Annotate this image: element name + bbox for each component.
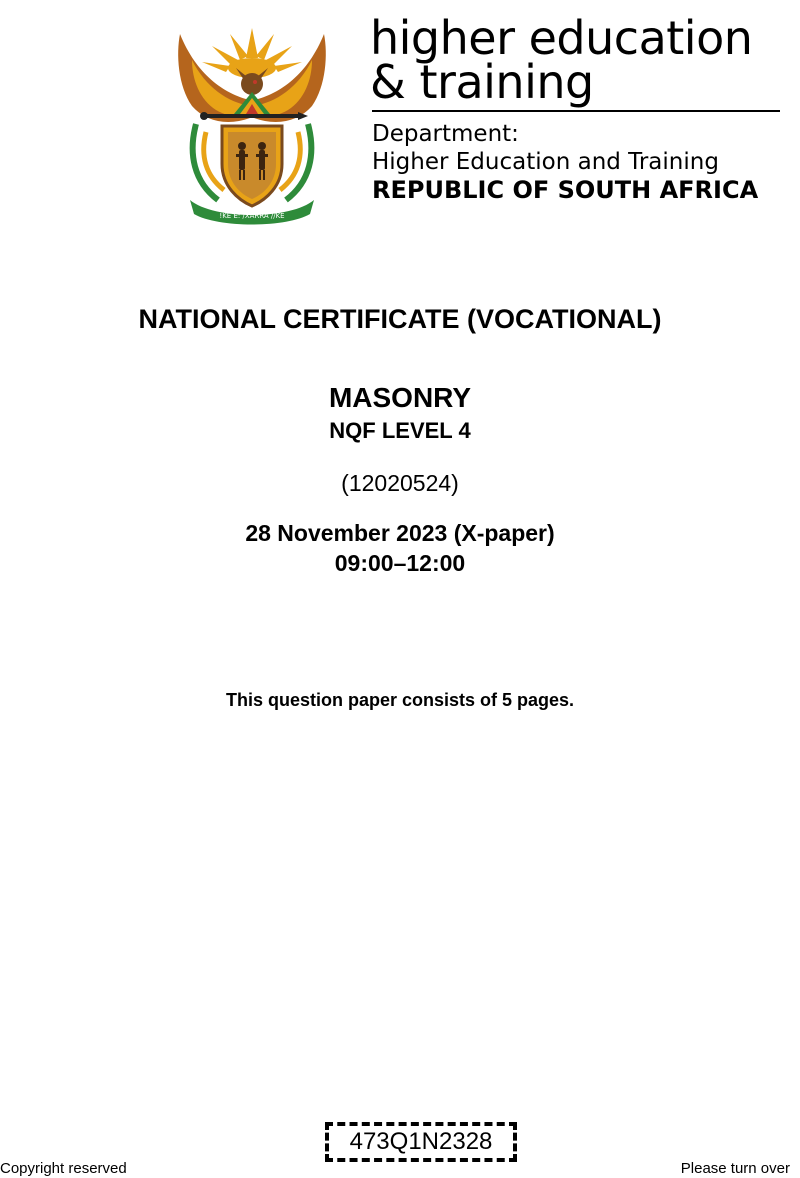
subject-code: (12020524) (341, 470, 459, 496)
copyright-notice: Copyright reserved (0, 1160, 127, 1177)
country-name: REPUBLIC OF SOUTH AFRICA (372, 176, 759, 204)
nqf-level: NQF LEVEL 4 (329, 418, 471, 443)
coat-of-arms-logo (166, 14, 338, 226)
subject-title: MASONRY (328, 382, 472, 413)
turn-over-notice: Please turn over (680, 1160, 790, 1177)
motto-text: !KE E: /XARRA //KE (219, 212, 285, 220)
exam-time: 09:00–12:00 (334, 550, 466, 576)
department-name: Higher Education and Training (372, 149, 719, 175)
certificate-title: NATIONAL CERTIFICATE (VOCATIONAL) (138, 304, 662, 334)
brand-divider (372, 110, 780, 112)
page-count-note: This question paper consists of 5 pages. (225, 690, 575, 710)
paper-code: 473Q1N2328 (349, 1128, 493, 1155)
brand-line-2: & training (370, 55, 594, 109)
department-label: Department: (372, 121, 519, 147)
brand-line-1: higher education (370, 11, 753, 65)
exam-date: 28 November 2023 (X-paper) (245, 520, 555, 546)
paper-code-box (325, 1122, 517, 1162)
